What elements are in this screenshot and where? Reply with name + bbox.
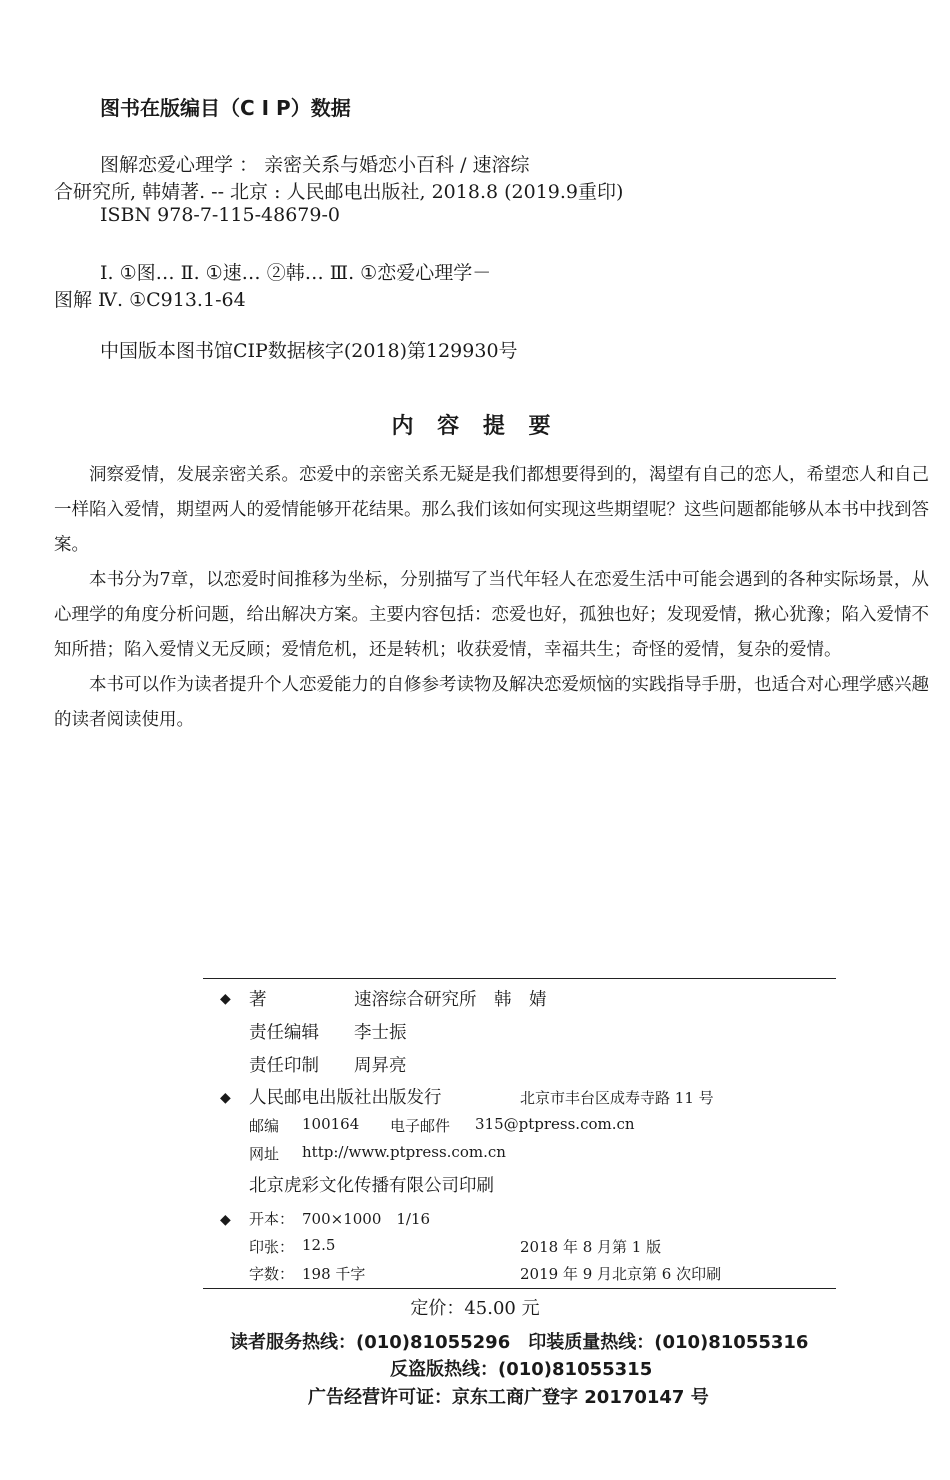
- cip-line-1: 图解恋爱心理学 ： 亲密关系与婚恋小百科 / 速溶综: [100, 154, 530, 176]
- diamond-bullet-icon: ◆: [220, 991, 231, 1007]
- format-value: 700×1000 1/16: [302, 1210, 431, 1228]
- summary-body: [54, 458, 929, 738]
- cip-line-4: Ⅰ. ①图… Ⅱ. ①速… ②韩… Ⅲ. ①恋爱心理学－: [100, 262, 492, 284]
- sheets-label: 印张：: [249, 1238, 295, 1256]
- website-value: http://www.ptpress.com.cn: [302, 1143, 506, 1161]
- divider-bottom: [203, 1288, 836, 1289]
- summary-title: 内 容 提 要: [391, 414, 559, 439]
- sheets-value: 12.5: [302, 1236, 336, 1254]
- diamond-bullet-icon: ◆: [220, 1212, 231, 1228]
- divider-top: [203, 978, 836, 979]
- anti-piracy-hotline: 反盗版热线：(010)81055315: [390, 1359, 653, 1380]
- words-label: 字数：: [249, 1265, 295, 1283]
- summary-paragraph: 本书分为7章，以恋爱时间推移为坐标，分别描写了当代年轻人在恋爱生活中可能会遇到的各种实际场景，从心理学的角度分析问题，给出解决方案。主要内容包括：恋爱也好，孤独也好；发现爱情，揪心犹豫；陷入爱情不知所措；陷入爱情义无反顾；爱情危机，还是转机；收获爱情，幸福共生；奇怪的爱情，复杂的爱情。: [54, 570, 929, 660]
- print-manager-value: 周昇亮: [354, 1056, 407, 1076]
- reprint: 2019 年 9 月北京第 6 次印刷: [520, 1265, 722, 1283]
- edition: 2018 年 8 月第 1 版: [520, 1238, 662, 1256]
- format-label: 开本：: [249, 1210, 295, 1228]
- cip-line-5: 图解 Ⅳ. ①C913.1-64: [54, 289, 246, 311]
- cip-line-2: 合研究所, 韩婧著. -- 北京 : 人民邮电出版社, 2018.8 (2019.9重印): [54, 181, 624, 203]
- website-label: 网址: [249, 1145, 280, 1163]
- summary-paragraph: 本书可以作为读者提升个人恋爱能力的自修参考读物及解决恋爱烦恼的实践指导手册，也适合对心理学感兴趣的读者阅读使用。: [54, 675, 929, 730]
- printer: 北京虎彩文化传播有限公司印刷: [249, 1176, 494, 1196]
- summary-paragraph: 洞察爱情，发展亲密关系。恋爱中的亲密关系无疑是我们都想要得到的，渴望有自己的恋人，希望恋人和自己一样陷入爱情，期望两人的爱情能够开花结果。那么我们该如何实现这些期望呢？这些问题都能够从本书中找到答案。: [54, 465, 929, 555]
- ad-license: 广告经营许可证：京东工商广登字 20170147 号: [308, 1387, 709, 1408]
- postcode-label: 邮编: [249, 1117, 280, 1135]
- editor-value: 李士振: [354, 1023, 407, 1043]
- editor-label: 责任编辑: [249, 1023, 319, 1043]
- print-manager-label: 责任印制: [249, 1056, 319, 1076]
- postcode-value: 100164: [302, 1115, 360, 1133]
- price: 定价：45.00 元: [410, 1298, 540, 1319]
- publisher: 人民邮电出版社出版发行: [249, 1088, 442, 1108]
- email-value: 315@ptpress.com.cn: [475, 1115, 635, 1133]
- words-value: 198 千字: [302, 1265, 366, 1283]
- email-label: 电子邮件: [390, 1117, 451, 1135]
- cip-record-number: 中国版本图书馆CIP数据核字(2018)第129930号: [100, 340, 518, 362]
- publisher-address: 北京市丰台区成寿寺路 11 号: [520, 1089, 714, 1107]
- diamond-bullet-icon: ◆: [220, 1090, 231, 1106]
- author-label: 著: [249, 990, 267, 1010]
- service-hotlines: 读者服务热线：(010)81055296 印装质量热线：(010)81055316: [230, 1332, 809, 1353]
- cip-heading: 图书在版编目（C I P）数据: [100, 96, 351, 120]
- cip-isbn: ISBN 978-7-115-48679-0: [100, 204, 340, 226]
- author-value: 速溶综合研究所 韩 婧: [354, 990, 547, 1010]
